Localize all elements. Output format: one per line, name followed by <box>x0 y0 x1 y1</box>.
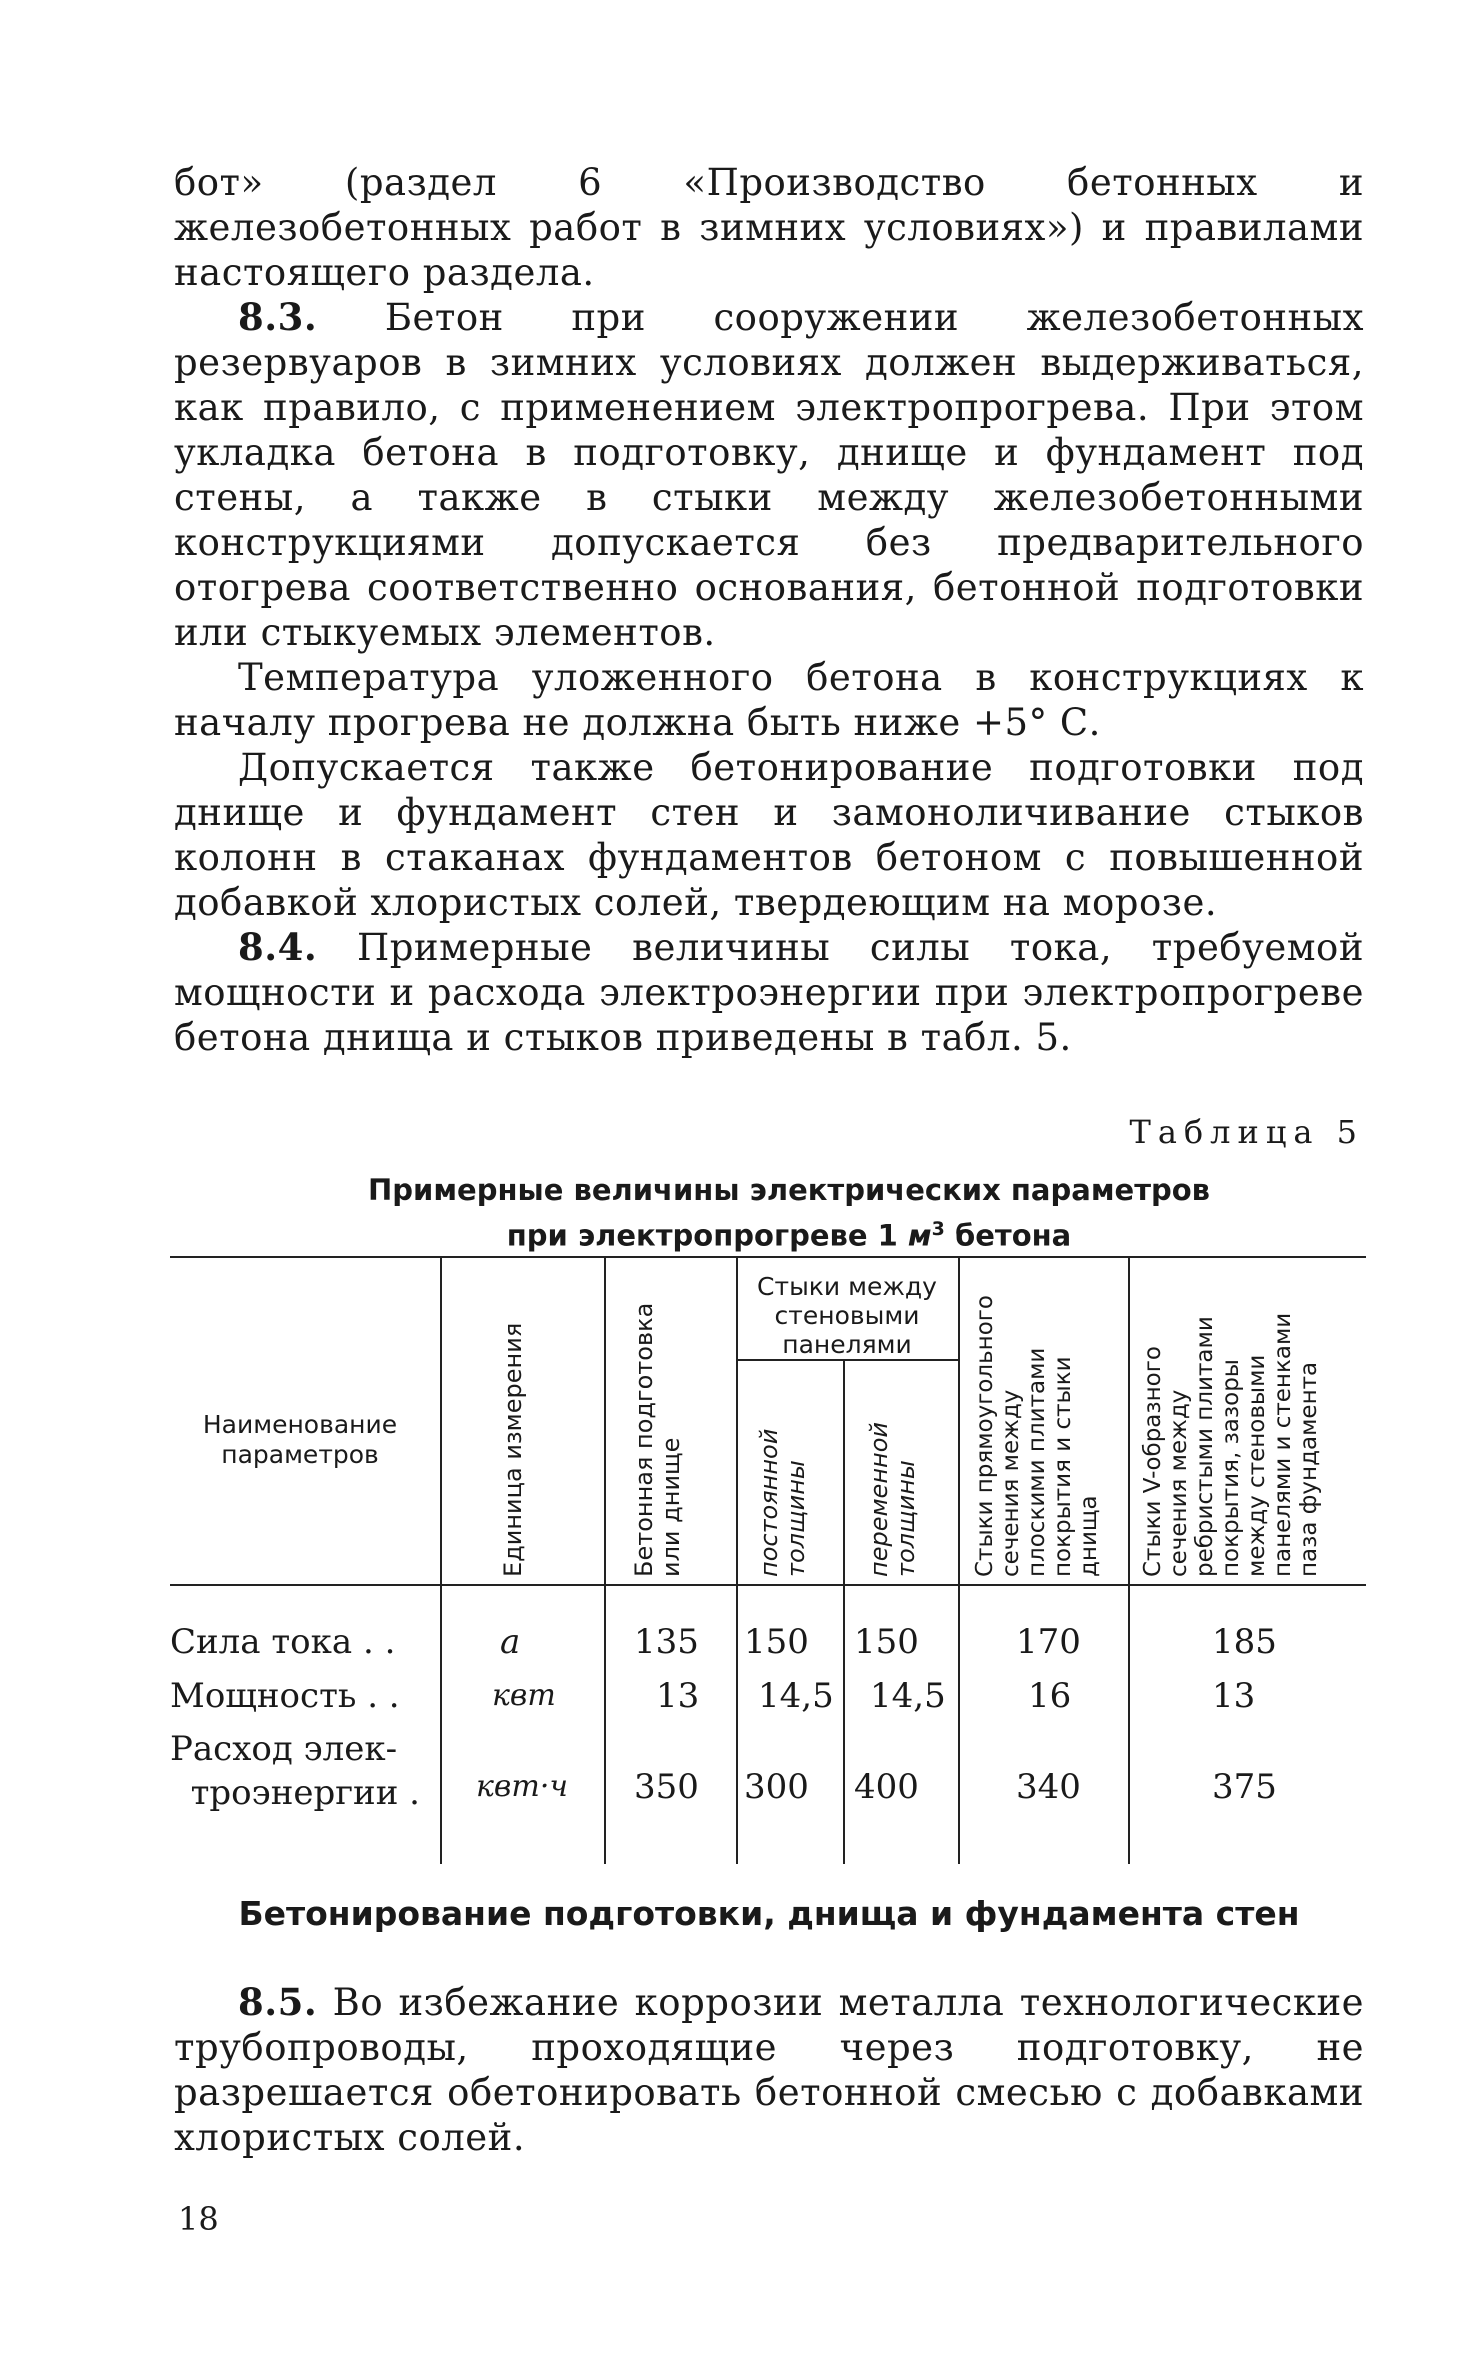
cell-rect: 340 <box>1016 1767 1081 1807</box>
paragraph-text: бот» (раздел 6 «Производство бетонных и железобетонных работ в зимних условиях») и правилами настоящего раздела. <box>174 161 1364 294</box>
paragraph-temperature <box>174 655 1364 745</box>
column-divider <box>843 1359 845 1864</box>
clause-number: 8.4. <box>238 925 318 969</box>
paragraph-allowed <box>174 745 1364 925</box>
cell-unit: а <box>500 1622 521 1662</box>
paragraph-text: Допускается также бетонирование подготовки под днище и фундамент стен и замоноличивание стыков колонн в стаканах фундаментов бетоном с повышенной добавкой хлористых солей, твердеющим на морозе. <box>174 746 1364 924</box>
paragraph-text: Температура уложенного бетона в конструкциях к началу прогрева не должна быть ниже +5° С. <box>174 656 1364 744</box>
row-label: Сила тока . . <box>170 1622 396 1662</box>
cell-const: 150 <box>744 1622 809 1662</box>
cell-vshape: 13 <box>1212 1676 1256 1716</box>
cell-const: 300 <box>744 1767 809 1807</box>
header-param-name: Наименование параметров <box>202 1410 398 1469</box>
row-label: Расход элек- троэнергии . <box>170 1729 420 1813</box>
cell-prep: 13 <box>656 1676 700 1716</box>
document-page: бот» (раздел 6 «Производство бетонных и железобетонных работ в зимних условиях») и правилами настоящего раздела. 8.3. Бетон при сооружении железобетонных резервуаров в зимних условиях должен выдерживаться, как правило, с применением электропрогрева. При этом укладка бетона в подготовку, днище и фундамент под стены, а также в стыки между железобетонными конструкциями допускается без предварительного отогрева соответственно основания, бетонной подготовки или стыкуемых элементов. Температура уложенного бетона в конструкциях к началу прогрева не должна быть ниже +5° С. Допускается также бетонирование подготовки под днище и фундамент стен и замоноличивание стыков колонн в стаканах фундаментов бетоном с повышенной добавкой хлористых солей, твердеющим на морозе. 8.4. Примерные величины силы тока, требуемой мощности и расхода электроэнергии при электропрогреве бетона днища и стыков приведены в табл. 5. Таблица 5 Примерные величины электрических параметров при электропрогреве 1 $м^3$ бетона Наименование параметров Единица измерения Бетонная подготовка или днище Стыки между стеновыми панелями постоянной толщины переменной толщины Стыки прямоугольного сечения между плоскими плитами покрытия и стыки днища Стыки V-образного сечения между ребристыми плитами покрытия, зазоры между стеновыми панелями и стенками паза фундамента Сила тока . . а 135 150 150 170 185 Мощность . . квт 13 14,5 14,5 16 13 Расход элек- троэнергии . квт·ч 350 300 400 340 375 Бетонирование подготовки, днища и фундамента стен 8.5. Во избежание коррозии металла технологические трубопроводы, проходящие через подготовку, не разрешается обетонировать бетонной смесью с добавками хлористых солей. 18 <box>170 161 1364 2238</box>
cell-var: 14,5 <box>870 1676 946 1716</box>
paragraph-text: Примерные величины силы тока, требуемой мощности и расхода электроэнергии при электропрогреве бетона днища и стыков приведены в табл. 5. <box>174 926 1364 1059</box>
cell-const: 14,5 <box>758 1676 834 1716</box>
column-divider <box>958 1256 960 1864</box>
cell-vshape: 185 <box>1212 1622 1277 1662</box>
paragraph-8-5 <box>174 1980 1364 2160</box>
column-divider <box>604 1256 606 1864</box>
clause-number: 8.3. <box>238 295 318 339</box>
table-header-rule <box>170 1584 1366 1586</box>
cell-prep: 135 <box>634 1622 699 1662</box>
cell-unit: квт·ч <box>476 1769 569 1804</box>
column-divider <box>440 1256 442 1864</box>
cell-rect: 170 <box>1016 1622 1081 1662</box>
table-top-rule <box>170 1256 1366 1258</box>
table-title-line1: Примерные величины электрических параметров <box>367 1173 1211 1207</box>
cell-rect: 16 <box>1028 1676 1072 1716</box>
unit-m: м <box>907 1218 932 1253</box>
row-label: Мощность . . <box>170 1676 400 1716</box>
paragraph-8-3 <box>174 295 1364 655</box>
page-number: 18 <box>178 2200 219 2238</box>
paragraph-8-4 <box>174 925 1364 1060</box>
clause-number: 8.5. <box>238 1980 318 2024</box>
cell-var: 150 <box>854 1622 919 1662</box>
table-title-line2: при электропрогреве 1 $м^3$ бетона <box>506 1218 1072 1253</box>
cell-prep: 350 <box>634 1767 699 1807</box>
cell-var: 400 <box>854 1767 919 1807</box>
header-group-joints: Стыки между стеновыми панелями <box>757 1272 937 1359</box>
cell-unit: квт <box>492 1678 556 1713</box>
paragraph-text: Бетон при сооружении железобетонных резервуаров в зимних условиях должен выдерживаться, как правило, с применением электропрогрева. При этом укладка бетона в подготовку, днище и фундамент под стены, а также в стыки между железобетонными конструкциями допускается без предварительного отогрева соответственно основания, бетонной подготовки или стыкуемых элементов. <box>174 296 1364 654</box>
group-header-rule <box>736 1359 958 1361</box>
cell-vshape: 375 <box>1212 1767 1277 1807</box>
table-label: Таблица 5 <box>1129 1113 1364 1151</box>
paragraph-continuation <box>174 160 1364 295</box>
table-title <box>174 1171 1364 1256</box>
paragraph-text: Во избежание коррозии металла технологические трубопроводы, проходящие через подготовку, не разрешается обетонировать бетонной смесью с добавками хлористых солей. <box>174 1981 1364 2159</box>
column-divider <box>1128 1256 1130 1864</box>
section-heading: Бетонирование подготовки, днища и фундамента стен <box>238 1894 1300 1933</box>
